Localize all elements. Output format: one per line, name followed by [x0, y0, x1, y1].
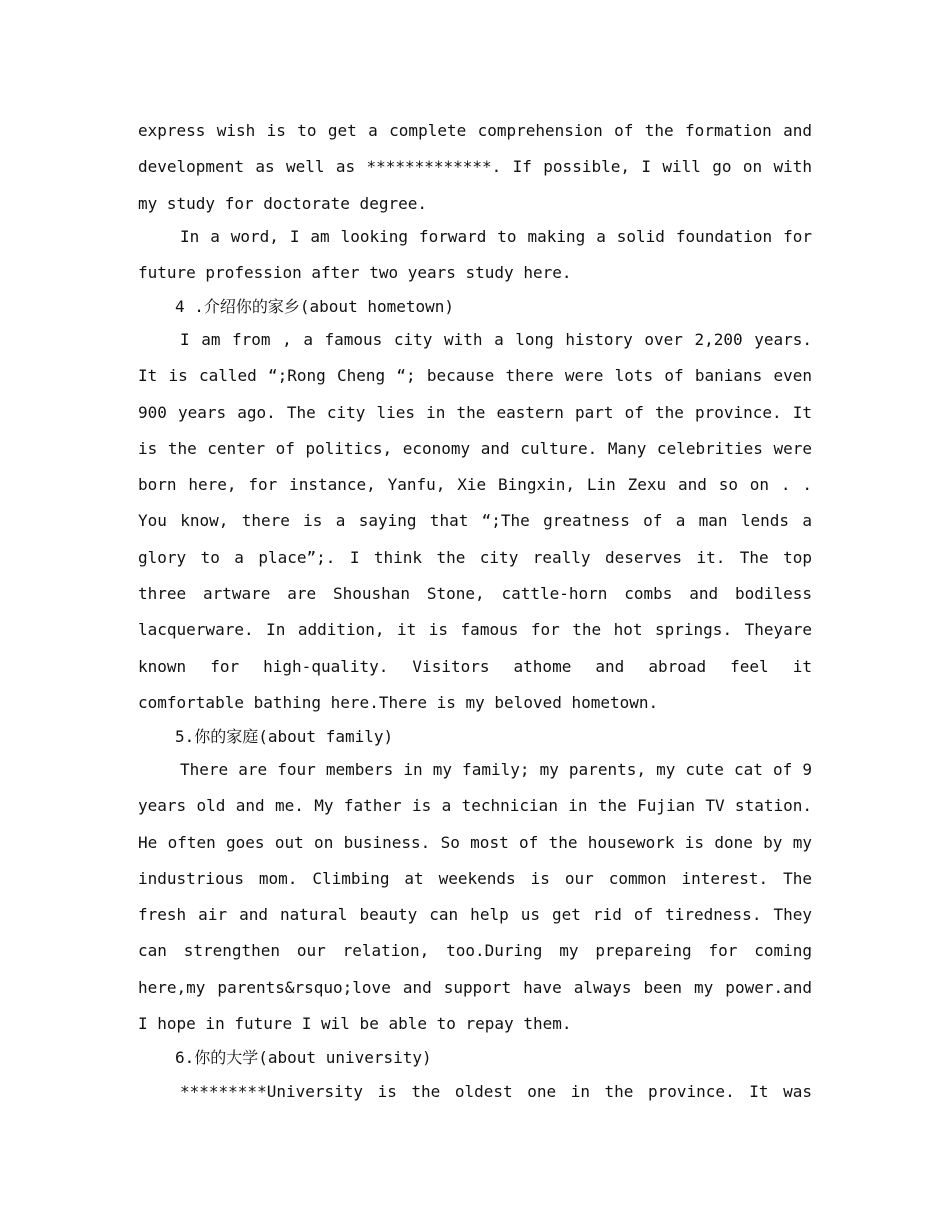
paragraph-family: There are four members in my family; my parents, my cute cat of 9 years old and me. My father is a technician in the Fujian TV station. He often goes out on business. So most of the housework is done by my industrious mom. Climbing at weekends is our common interest. The fresh air and natural beauty can help us get rid of tiredness. They can strengthen our relation, too.During my prepareing for coming here,my parents&rsquo;love and support have always been my power.and I hope in future I wil be able to repay them. [138, 760, 812, 1034]
section-heading-family: 5.你的家庭(about family) [175, 727, 394, 746]
paragraph-conclusion: In a word, I am looking forward to making a solid foundation for future profession after two years study here. [138, 227, 812, 283]
paragraph-hometown: I am from , a famous city with a long history over 2,200 years. It is called “;Rong Cheng “; because there were lots of banians even 900 years ago. The city lies in the eastern part of the province. It is the center of politics, economy and culture. Many celebrities were born here, for instance, Yanfu, Xie Bingxin, Lin Zexu and so on . . You know, there is a saying that “;The greatness of a man lends a glory to a place”;. I think the city really deserves it. The top three artware are Shoushan Stone, cattle-horn combs and bodiless lacquerware. In addition, it is famous for the hot springs. Theyare known for high-quality. Visitors athome and abroad feel it comfortable bathing here.There is my beloved hometown. [138, 330, 812, 712]
paragraph-study-plan: express wish is to get a complete comprehension of the formation and development as well as *************. If possible, I will go on with my study for doctorate degree. [138, 121, 812, 213]
paragraph-university: *********University is the oldest one in the province. It was [180, 1082, 812, 1101]
section-heading-hometown: 4 .介绍你的家乡(about hometown) [175, 297, 455, 316]
section-heading-university: 6.你的大学(about university) [175, 1048, 432, 1067]
